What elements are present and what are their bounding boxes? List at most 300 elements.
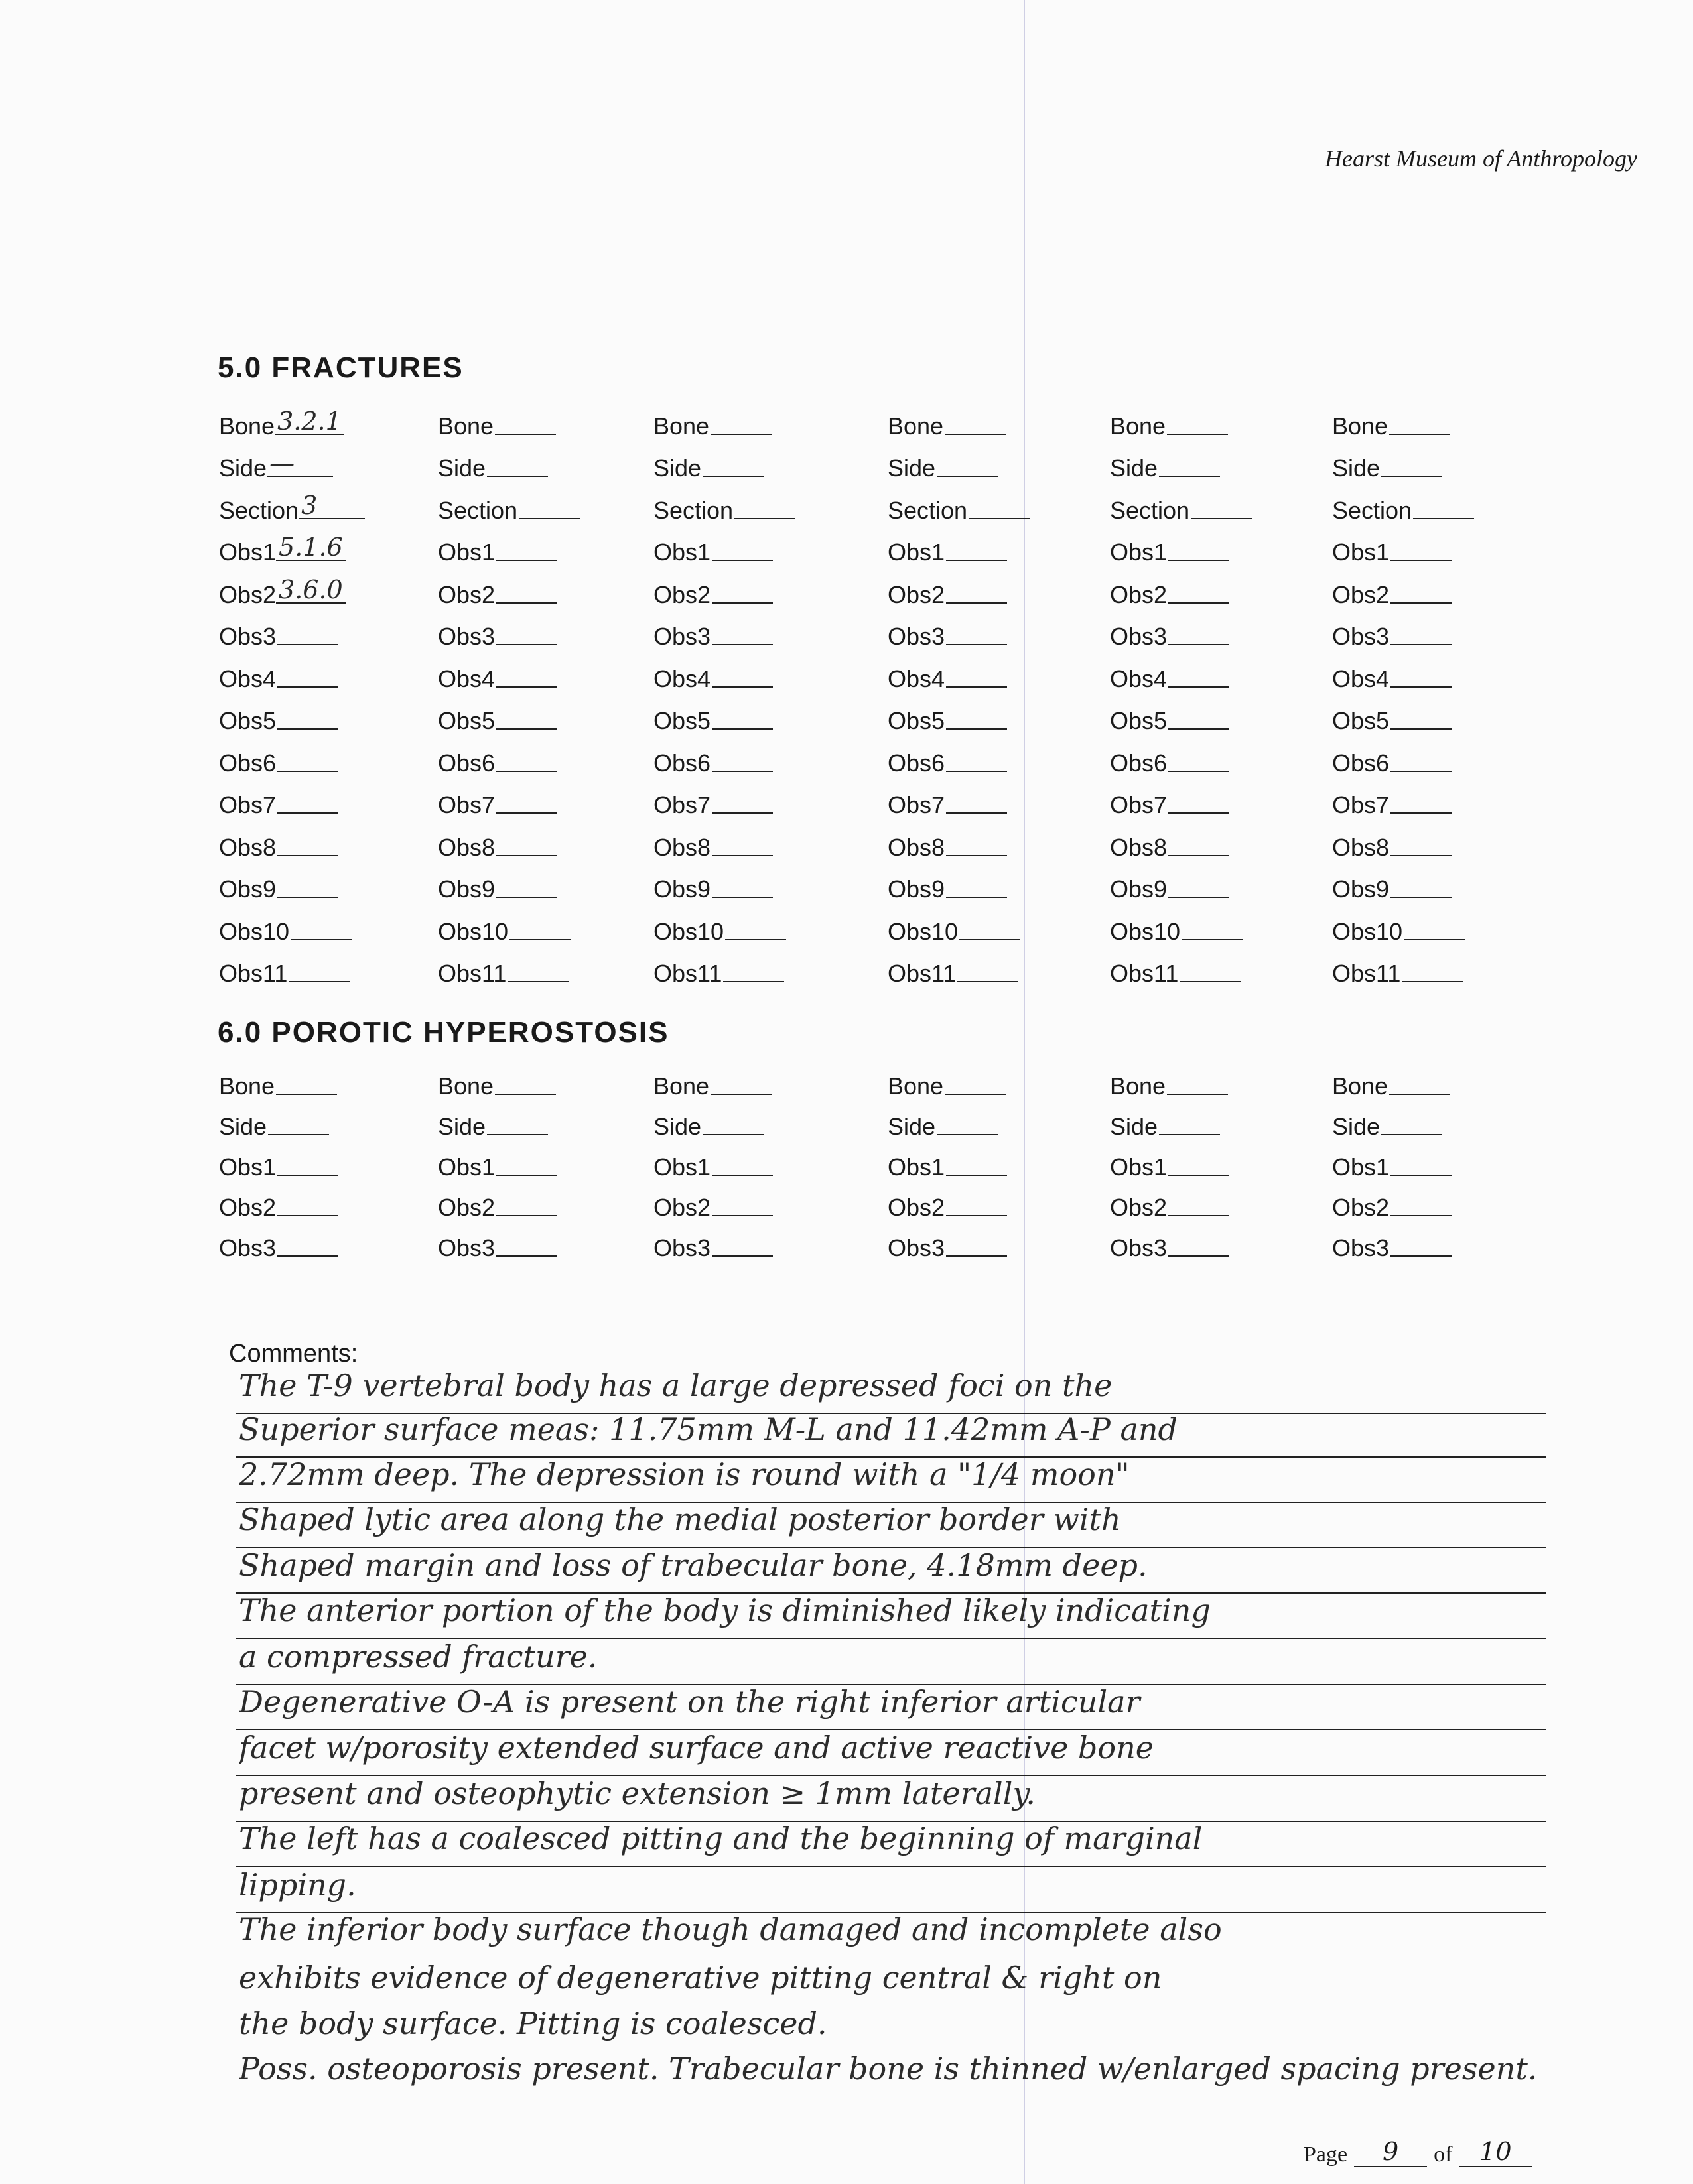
blank-field-line[interactable]	[496, 751, 557, 772]
field-label: Bone	[888, 412, 944, 440]
form-field	[219, 1222, 438, 1262]
blank-field-line[interactable]	[1390, 1236, 1452, 1257]
field-label: Obs1	[438, 539, 496, 566]
blank-field-line[interactable]	[487, 1114, 548, 1135]
form-field	[219, 1141, 438, 1181]
handwritten-entry[interactable]: 3	[299, 493, 365, 519]
form-field	[888, 693, 1110, 736]
form-field	[888, 398, 1110, 440]
blank-field-line[interactable]	[712, 1236, 773, 1257]
form-field	[653, 735, 888, 777]
form-field	[219, 735, 438, 777]
field-label: Obs7	[219, 791, 277, 818]
field-label: Obs10	[1332, 917, 1403, 945]
page-label: Page	[1304, 2142, 1348, 2167]
form-column	[438, 398, 653, 988]
blank-field-line[interactable]	[946, 751, 1007, 772]
blank-field-line[interactable]	[711, 1074, 772, 1095]
form-field	[219, 903, 438, 946]
form-field	[653, 566, 888, 609]
blank-field-line[interactable]	[277, 877, 338, 898]
blank-field-line[interactable]	[1381, 1114, 1442, 1135]
form-field	[653, 482, 888, 525]
form-field	[219, 398, 438, 440]
field-label: Obs6	[219, 749, 277, 777]
blank-field-line[interactable]	[277, 1236, 338, 1257]
blank-field-line[interactable]	[712, 667, 773, 688]
field-label: Side	[219, 1113, 267, 1140]
form-field	[1332, 609, 1551, 651]
form-field	[1332, 735, 1551, 777]
blank-field-line[interactable]	[1167, 1074, 1228, 1095]
handwritten-comment-line: the body surface. Pitting is coalesced.	[239, 2006, 827, 2041]
form-field	[1332, 903, 1551, 946]
handwritten-entry[interactable]: 3.6.0	[276, 577, 346, 604]
form-field	[888, 482, 1110, 525]
form-field	[438, 1222, 653, 1262]
blank-field-line[interactable]	[946, 1195, 1007, 1216]
field-label: Obs11	[888, 960, 957, 987]
blank-field-line[interactable]	[496, 1236, 557, 1257]
blank-field-line[interactable]	[1390, 751, 1452, 772]
field-label: Bone	[438, 1072, 494, 1100]
blank-field-line[interactable]	[496, 1195, 557, 1216]
blank-field-line[interactable]	[937, 456, 998, 477]
form-field	[438, 440, 653, 483]
blank-field-line[interactable]	[496, 624, 557, 645]
field-label: Obs6	[438, 749, 496, 777]
form-field	[1110, 1060, 1332, 1100]
field-label: Obs2	[653, 580, 711, 608]
blank-field-line[interactable]	[1182, 919, 1243, 940]
field-label: Obs1	[1332, 539, 1390, 566]
handwritten-comment-line: lipping.	[239, 1867, 356, 1903]
field-label: Obs1	[653, 539, 711, 566]
form-field	[653, 777, 888, 820]
field-label: Obs4	[438, 665, 496, 692]
blank-field-line[interactable]	[495, 1074, 556, 1095]
blank-field-line[interactable]	[1390, 835, 1452, 856]
form-field	[219, 819, 438, 862]
field-label: Obs8	[888, 833, 945, 861]
of-label: of	[1434, 2142, 1453, 2167]
form-field	[438, 777, 653, 820]
form-field	[1110, 693, 1332, 736]
blank-field-line[interactable]	[277, 1155, 338, 1176]
form-field	[219, 525, 438, 567]
blank-field-line[interactable]	[291, 919, 352, 940]
field-label: Side	[438, 1113, 486, 1140]
blank-field-line[interactable]	[1180, 961, 1241, 982]
form-field	[653, 1100, 888, 1141]
form-field	[653, 525, 888, 567]
blank-field-line[interactable]	[1404, 919, 1465, 940]
blank-field-line[interactable]	[1168, 751, 1229, 772]
form-field	[1332, 1060, 1551, 1100]
form-column	[219, 398, 438, 988]
blank-field-line[interactable]	[519, 498, 580, 519]
form-field	[888, 609, 1110, 651]
blank-field-line[interactable]	[496, 540, 557, 561]
museum-header: Hearst Museum of Anthropology	[1325, 145, 1637, 172]
field-label: Side	[438, 454, 486, 482]
blank-field-line[interactable]	[946, 624, 1007, 645]
blank-field-line[interactable]	[496, 667, 557, 688]
handwritten-comment-line: Shaped margin and loss of trabecular bone, 4.18mm deep.	[239, 1547, 1148, 1583]
blank-field-line[interactable]	[1191, 498, 1252, 519]
blank-field-line[interactable]	[1390, 582, 1452, 604]
field-label: Side	[1110, 454, 1158, 482]
field-label: Obs3	[219, 1234, 277, 1261]
blank-field-line[interactable]	[1390, 877, 1452, 898]
form-column	[1332, 398, 1551, 988]
form-field	[1332, 946, 1551, 988]
field-label: Obs4	[219, 665, 277, 692]
form-field	[438, 609, 653, 651]
field-label: Obs9	[219, 875, 277, 903]
field-label: Obs6	[1110, 749, 1168, 777]
blank-field-line[interactable]	[703, 456, 764, 477]
form-field	[219, 862, 438, 904]
field-label: Obs1	[219, 1153, 277, 1181]
field-label: Side	[1332, 454, 1381, 482]
blank-field-line[interactable]	[946, 793, 1007, 814]
blank-field-line[interactable]	[1159, 1114, 1220, 1135]
blank-field-line[interactable]	[1390, 708, 1452, 730]
blank-field-line[interactable]	[946, 1155, 1007, 1176]
form-field	[1110, 1222, 1332, 1262]
form-column	[888, 398, 1110, 988]
form-field	[219, 651, 438, 693]
form-field	[1110, 651, 1332, 693]
form-field	[1332, 1181, 1551, 1222]
field-label: Obs5	[219, 707, 277, 734]
blank-field-line[interactable]	[946, 835, 1007, 856]
blank-field-line[interactable]	[725, 919, 786, 940]
field-label: Obs3	[653, 1234, 711, 1261]
field-label: Section	[219, 496, 299, 524]
blank-field-line[interactable]	[487, 456, 548, 477]
blank-field-line[interactable]	[712, 751, 773, 772]
handwritten-comment-line: a compressed fracture.	[239, 1639, 598, 1675]
handwritten-comment-line: Shaped lytic area along the medial posterior border with	[239, 1502, 1121, 1537]
field-label: Bone	[1110, 1072, 1166, 1100]
form-field	[1110, 1100, 1332, 1141]
field-label: Bone	[653, 1072, 710, 1100]
form-field	[1110, 398, 1332, 440]
field-label: Section	[653, 496, 734, 524]
blank-field-line[interactable]	[1390, 540, 1452, 561]
field-label: Obs5	[888, 707, 945, 734]
form-field	[438, 651, 653, 693]
blank-field-line[interactable]	[1390, 1195, 1452, 1216]
form-field	[653, 651, 888, 693]
field-label: Obs4	[1332, 665, 1390, 692]
blank-field-line[interactable]	[277, 835, 338, 856]
blank-field-line[interactable]	[1168, 877, 1229, 898]
form-field	[888, 777, 1110, 820]
blank-field-line[interactable]	[289, 961, 350, 982]
blank-field-line[interactable]	[712, 835, 773, 856]
handwritten-comment-line: The anterior portion of the body is diminished likely indicating	[239, 1592, 1211, 1628]
blank-field-line[interactable]	[277, 1195, 338, 1216]
fractures-grid	[219, 398, 1551, 988]
blank-field-line[interactable]	[945, 414, 1006, 435]
field-label: Obs4	[888, 665, 945, 692]
field-label: Obs11	[653, 960, 722, 987]
blank-field-line[interactable]	[712, 540, 773, 561]
field-label: Bone	[1110, 412, 1166, 440]
blank-field-line[interactable]	[496, 877, 557, 898]
field-label: Obs5	[1332, 707, 1390, 734]
blank-field-line[interactable]	[945, 1074, 1006, 1095]
form-column	[1110, 398, 1332, 988]
blank-field-line[interactable]	[496, 835, 557, 856]
blank-field-line[interactable]	[509, 919, 571, 940]
field-label: Obs3	[653, 623, 711, 650]
blank-field-line[interactable]	[1168, 708, 1229, 730]
blank-field-line[interactable]	[946, 877, 1007, 898]
field-label: Obs2	[888, 1194, 945, 1221]
field-label: Obs1	[1110, 539, 1168, 566]
blank-field-line[interactable]	[1168, 1155, 1229, 1176]
field-label: Obs2	[219, 1194, 277, 1221]
field-label: Bone	[219, 412, 275, 440]
handwritten-entry[interactable]: —	[267, 450, 333, 477]
blank-field-line[interactable]	[712, 582, 773, 604]
field-label: Section	[888, 496, 968, 524]
form-field	[219, 566, 438, 609]
form-field	[888, 651, 1110, 693]
form-field	[438, 735, 653, 777]
field-label: Obs1	[1332, 1153, 1390, 1181]
form-field	[438, 946, 653, 988]
blank-field-line[interactable]	[277, 624, 338, 645]
field-label: Obs4	[1110, 665, 1168, 692]
form-field	[438, 525, 653, 567]
field-label: Side	[219, 454, 267, 482]
blank-field-line[interactable]	[277, 793, 338, 814]
form-field	[219, 1060, 438, 1100]
blank-field-line[interactable]	[957, 961, 1018, 982]
field-label: Obs6	[1332, 749, 1390, 777]
blank-field-line[interactable]	[712, 1155, 773, 1176]
handwritten-comment-line: The left has a coalesced pitting and the beginning of marginal	[239, 1821, 1203, 1856]
field-label: Side	[1332, 1113, 1381, 1140]
form-field	[219, 1181, 438, 1222]
blank-field-line[interactable]	[1168, 624, 1229, 645]
form-field	[1332, 819, 1551, 862]
handwritten-comment-line: Degenerative O-A is present on the right inferior articular	[239, 1684, 1140, 1720]
field-label: Obs10	[1110, 917, 1181, 945]
form-column	[653, 398, 888, 988]
blank-field-line[interactable]	[277, 708, 338, 730]
blank-field-line[interactable]	[277, 751, 338, 772]
form-field	[438, 1141, 653, 1181]
form-field	[888, 1141, 1110, 1181]
form-column	[1110, 1060, 1332, 1262]
field-label: Bone	[888, 1072, 944, 1100]
field-label: Obs10	[219, 917, 290, 945]
field-label: Obs9	[438, 875, 496, 903]
form-field	[1110, 777, 1332, 820]
blank-field-line[interactable]	[1159, 456, 1220, 477]
blank-field-line[interactable]	[496, 1155, 557, 1176]
field-label: Obs7	[1110, 791, 1168, 818]
form-field	[1332, 693, 1551, 736]
handwritten-comment-line: present and osteophytic extension ≥ 1mm laterally.	[239, 1775, 1036, 1811]
blank-field-line[interactable]	[946, 708, 1007, 730]
form-field	[888, 735, 1110, 777]
blank-field-line[interactable]	[946, 582, 1007, 604]
page-total: 10	[1459, 2137, 1532, 2167]
form-field	[888, 903, 1110, 946]
form-field	[219, 440, 438, 483]
field-label: Bone	[1332, 412, 1388, 440]
form-field	[1332, 566, 1551, 609]
field-label: Obs7	[653, 791, 711, 818]
form-field	[1332, 482, 1551, 525]
blank-field-line[interactable]	[703, 1114, 764, 1135]
blank-field-line[interactable]	[712, 708, 773, 730]
field-label: Obs2	[1110, 580, 1168, 608]
form-field	[1332, 777, 1551, 820]
form-field	[888, 1181, 1110, 1222]
form-field	[1332, 398, 1551, 440]
blank-field-line[interactable]	[734, 498, 795, 519]
blank-field-line[interactable]	[1389, 414, 1450, 435]
form-field	[1110, 1141, 1332, 1181]
form-field	[438, 566, 653, 609]
blank-field-line[interactable]	[1168, 582, 1229, 604]
blank-field-line[interactable]	[711, 414, 772, 435]
blank-field-line[interactable]	[712, 624, 773, 645]
field-label: Obs11	[438, 960, 507, 987]
blank-field-line[interactable]	[1168, 835, 1229, 856]
field-label: Obs1	[438, 1153, 496, 1181]
form-field	[1332, 651, 1551, 693]
blank-field-line[interactable]	[969, 498, 1030, 519]
form-field	[888, 566, 1110, 609]
blank-field-line[interactable]	[1168, 540, 1229, 561]
blank-field-line[interactable]	[712, 877, 773, 898]
form-field	[1110, 903, 1332, 946]
field-label: Obs1	[219, 539, 277, 566]
field-label: Bone	[219, 1072, 275, 1100]
blank-field-line[interactable]	[1168, 1236, 1229, 1257]
blank-field-line[interactable]	[1390, 1155, 1452, 1176]
blank-field-line[interactable]	[276, 1074, 337, 1095]
form-field	[1332, 862, 1551, 904]
field-label: Obs1	[888, 1153, 945, 1181]
blank-field-line[interactable]	[1390, 624, 1452, 645]
blank-field-line[interactable]	[1389, 1074, 1450, 1095]
field-label: Obs8	[1110, 833, 1168, 861]
form-field	[1110, 609, 1332, 651]
field-label: Obs3	[888, 623, 945, 650]
form-column	[888, 1060, 1110, 1262]
form-field	[438, 1181, 653, 1222]
field-label: Section	[1110, 496, 1190, 524]
handwritten-entry[interactable]: 5.1.6	[276, 535, 346, 561]
blank-field-line[interactable]	[937, 1114, 998, 1135]
field-label: Section	[438, 496, 518, 524]
field-label: Obs8	[1332, 833, 1390, 861]
field-label: Obs2	[1332, 1194, 1390, 1221]
blank-field-line[interactable]	[959, 919, 1020, 940]
handwritten-entry[interactable]: 3.2.1	[275, 409, 344, 435]
field-label: Obs3	[438, 623, 496, 650]
field-label: Obs7	[888, 791, 945, 818]
handwritten-comment-line: Superior surface meas: 11.75mm M-L and 11.42mm A-P and	[239, 1411, 1178, 1447]
blank-field-line[interactable]	[1402, 961, 1463, 982]
form-field	[1110, 735, 1332, 777]
field-label: Obs2	[219, 580, 277, 608]
blank-field-line[interactable]	[268, 1114, 329, 1135]
blank-field-line[interactable]	[946, 667, 1007, 688]
form-field	[438, 903, 653, 946]
comments-label: Comments:	[229, 1340, 358, 1368]
blank-field-line[interactable]	[277, 667, 338, 688]
blank-field-line[interactable]	[1168, 793, 1229, 814]
field-label: Obs8	[219, 833, 277, 861]
form-column	[438, 1060, 653, 1262]
handwritten-comment-line: The T-9 vertebral body has a large depressed foci on the	[239, 1368, 1113, 1403]
blank-field-line[interactable]	[495, 414, 556, 435]
field-label: Obs2	[438, 580, 496, 608]
form-field	[888, 819, 1110, 862]
porotic-title: 6.0 POROTIC HYPEROSTOSIS	[218, 1016, 669, 1049]
field-label: Section	[1332, 496, 1412, 524]
form-field	[438, 1060, 653, 1100]
form-field	[1332, 1100, 1551, 1141]
blank-field-line[interactable]	[496, 708, 557, 730]
form-field	[219, 1100, 438, 1141]
blank-field-line[interactable]	[496, 793, 557, 814]
form-field	[1332, 525, 1551, 567]
blank-field-line[interactable]	[946, 540, 1007, 561]
form-field	[888, 1100, 1110, 1141]
blank-field-line[interactable]	[1168, 667, 1229, 688]
blank-field-line[interactable]	[1390, 667, 1452, 688]
blank-field-line[interactable]	[946, 1236, 1007, 1257]
blank-field-line[interactable]	[496, 582, 557, 604]
handwritten-comment-line: exhibits evidence of degenerative pitting central & right on	[239, 1960, 1162, 1996]
blank-field-line[interactable]	[723, 961, 784, 982]
form-field	[653, 1141, 888, 1181]
field-label: Bone	[438, 412, 494, 440]
blank-field-line[interactable]	[712, 793, 773, 814]
field-label: Obs11	[1110, 960, 1179, 987]
form-field	[438, 693, 653, 736]
form-field	[1110, 819, 1332, 862]
field-label: Obs3	[1110, 623, 1168, 650]
form-field	[219, 609, 438, 651]
blank-field-line[interactable]	[1168, 1195, 1229, 1216]
blank-field-line[interactable]	[1390, 793, 1452, 814]
form-field	[888, 1222, 1110, 1262]
blank-field-line[interactable]	[712, 1195, 773, 1216]
blank-field-line[interactable]	[508, 961, 569, 982]
form-field	[219, 777, 438, 820]
blank-field-line[interactable]	[1381, 456, 1442, 477]
field-label: Obs7	[1332, 791, 1390, 818]
form-field	[438, 398, 653, 440]
blank-field-line[interactable]	[1413, 498, 1474, 519]
form-field	[653, 693, 888, 736]
form-field	[1110, 862, 1332, 904]
blank-field-line[interactable]	[1167, 414, 1228, 435]
